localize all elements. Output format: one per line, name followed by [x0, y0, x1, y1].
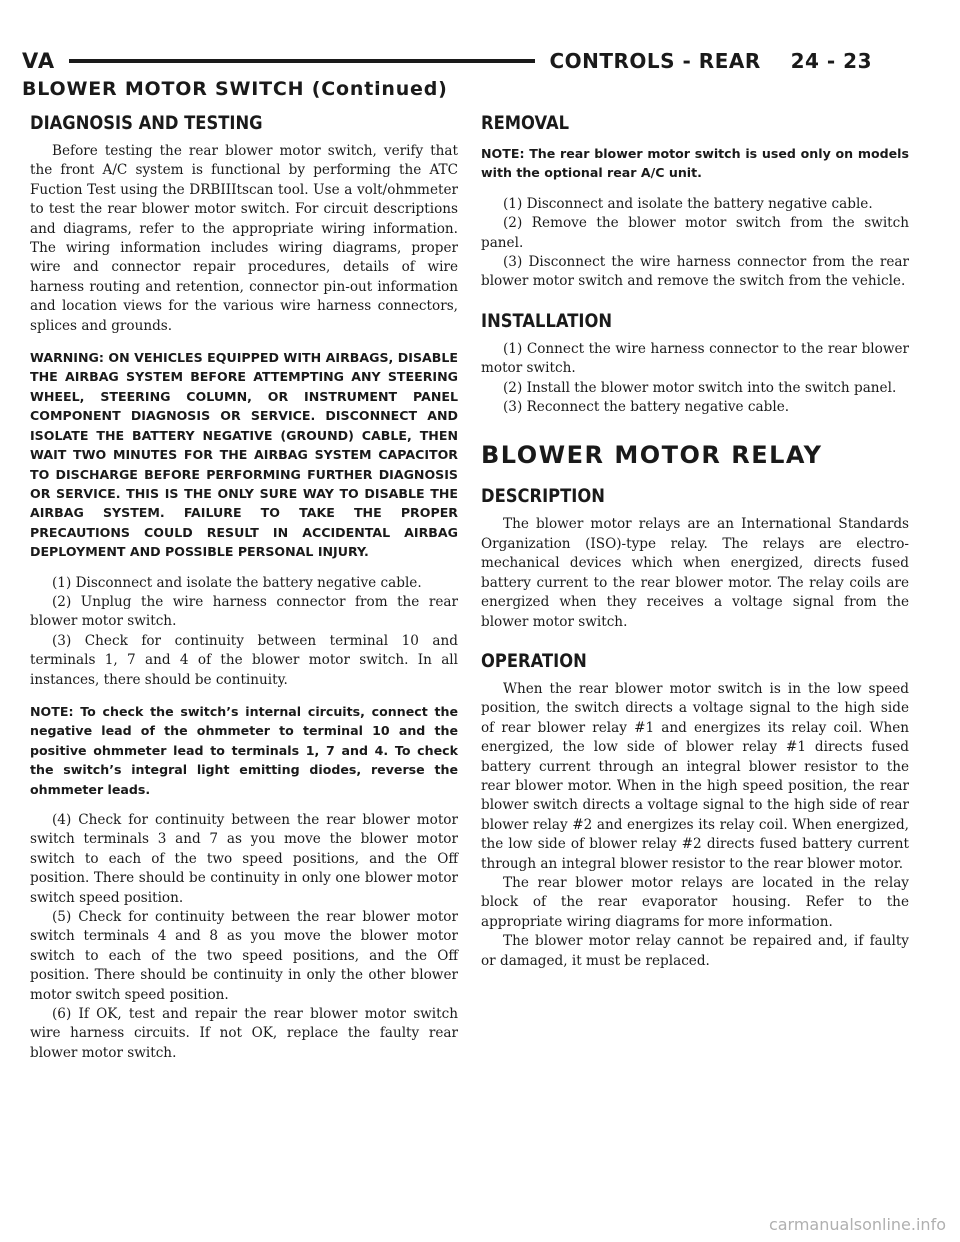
page-header — [22, 44, 872, 78]
heading-removal: REMOVAL — [481, 112, 570, 134]
left-column — [30, 108, 458, 1063]
diag-step-1: (1) Disconnect and isolate the battery negative cable. — [52, 574, 422, 591]
install-step-3: (3) Reconnect the battery negative cable. — [503, 399, 790, 416]
header-rule — [69, 59, 535, 63]
watermark: carmanualsonline.info — [768, 1215, 946, 1234]
heading-installation: INSTALLATION — [481, 309, 613, 332]
install-step-1: (1) Connect the wire harness connector to the rear blower motor switch. — [481, 340, 909, 377]
continued-title: BLOWER MOTOR SWITCH (Continued) — [22, 78, 448, 100]
diag-step-3: (3) Check for continuity between terminal 10 and terminals 1, 7 and 4 of the blower motor switch. In all instances, there should be continuity. — [30, 632, 458, 688]
diag-intro: Before testing the rear blower motor switch, verify that the front A/C system is functional by performing the ATC Fuction Test using the DRBIIItscan tool. Use a volt/ohmmeter to test the rear blower motor switch. For circuit descriptions and diagrams, refer to the appropriate wiring information. The wiring information includes wiring diagrams, proper wire and connector repair procedures, details of wire harness routing and retention, connector pin-out information and location views for the various wire harness connectors, splices and grounds. — [30, 143, 458, 334]
removal-step-1: (1) Disconnect and isolate the battery negative cable. — [503, 195, 873, 212]
diag-step-6: (6) If OK, test and repair the rear blower motor switch wire harness circuits. If not OK, replace the faulty rear blower motor switch. — [30, 1006, 458, 1061]
header-section-code: VA — [22, 49, 56, 73]
diag-step-2: (2) Unplug the wire harness connector from the rear blower motor switch. — [30, 593, 458, 630]
heading-diagnosis: DIAGNOSIS AND TESTING — [30, 112, 263, 134]
heading-operation: OPERATION — [481, 649, 587, 672]
right-column — [481, 108, 909, 971]
operation-text-2: The rear blower motor relays are located in the relay block of the rear evaporator housing. Refer to the appropriate wiring diagrams for more information. — [481, 874, 909, 930]
diag-step-5: (5) Check for continuity between the rear blower motor switch terminals 4 and 8 as you move the blower motor switch to each of the two speed positions, and the Off position. There should be continuity in only the other blower motor switch speed position. — [30, 909, 458, 1003]
removal-note: NOTE: The rear blower motor switch is used only on models with the optional rear A/C unit. — [481, 146, 909, 181]
header-page-title: CONTROLS - REAR 24 - 23 — [549, 49, 872, 73]
heading-description: DESCRIPTION — [481, 485, 605, 508]
diag-note: NOTE: To check the switch’s internal circuits, connect the negative lead of the ohmmeter to terminal 10 and the positive ohmmeter lead to terminals 1, 7 and 4. To check the switch’s integral light emitting diodes, reverse the ohmmeter leads. — [30, 703, 458, 797]
operation-text-1: When the rear blower motor switch is in the low speed position, the switch directs a voltage signal to the high side of rear blower relay #1 and energizes its relay coil. When energized, the low side of blower relay #1 directs fused battery current through an integral blower resistor to the rear blower motor. When in the high speed position, the rear blower switch directs a voltage signal to the high side of rear blower relay #2 and energizes its relay coil. When energized, the low side of blower relay #2 directs fused battery current through an integral blower resistor to the rear blower motor. — [481, 680, 909, 872]
diag-step-4: (4) Check for continuity between the rear blower motor switch terminals 3 and 7 as you move the blower motor switch to each of the two speed positions, and the Off position. There should be continuity in only one blower motor switch speed position. — [30, 812, 458, 906]
install-step-2: (2) Install the blower motor switch into the switch panel. — [503, 379, 897, 396]
removal-step-2: (2) Remove the blower motor switch from the switch panel. — [481, 215, 909, 251]
description-text: The blower motor relays are an International Standards Organization (ISO)-type relay. The relays are electro-mechanical devices which when energized, directs fused battery current to the rear blower motor. The relay coils are energized when they receives a voltage signal from the blower motor switch. — [481, 516, 909, 630]
heading-blower-motor-relay: BLOWER MOTOR RELAY — [481, 441, 823, 470]
removal-step-3: (3) Disconnect the wire harness connector from the rear blower motor switch and remove the switch from the vehicle. — [481, 254, 909, 290]
airbag-warning: WARNING: ON VEHICLES EQUIPPED WITH AIRBAGS, DISABLE THE AIRBAG SYSTEM BEFORE ATTEMPTING ANY STEERING WHEEL, STEERING COLUMN, OR INSTRUMENT PANEL COMPONENT DIAGNOSIS OR SERVICE. DISCONNECT AND ISOLATE THE BATTERY NEGATIVE (GROUND) CABLE, THEN WAIT TWO MINUTES FOR THE AIRBAG SYSTEM CAPACITOR TO DISCHARGE BEFORE PERFORMING FURTHER DIAGNOSIS OR SERVICE. THIS IS THE ONLY SURE WAY TO DISABLE THE AIRBAG SYSTEM. FAILURE TO TAKE THE PROPER PRECAUTIONS COULD RESULT IN ACCIDENTAL AIRBAG DEPLOYMENT AND POSSIBLE PERSONAL INJURY. — [30, 350, 458, 560]
operation-text-3: The blower motor relay cannot be repaired and, if faulty or damaged, it must be replaced. — [481, 933, 909, 969]
